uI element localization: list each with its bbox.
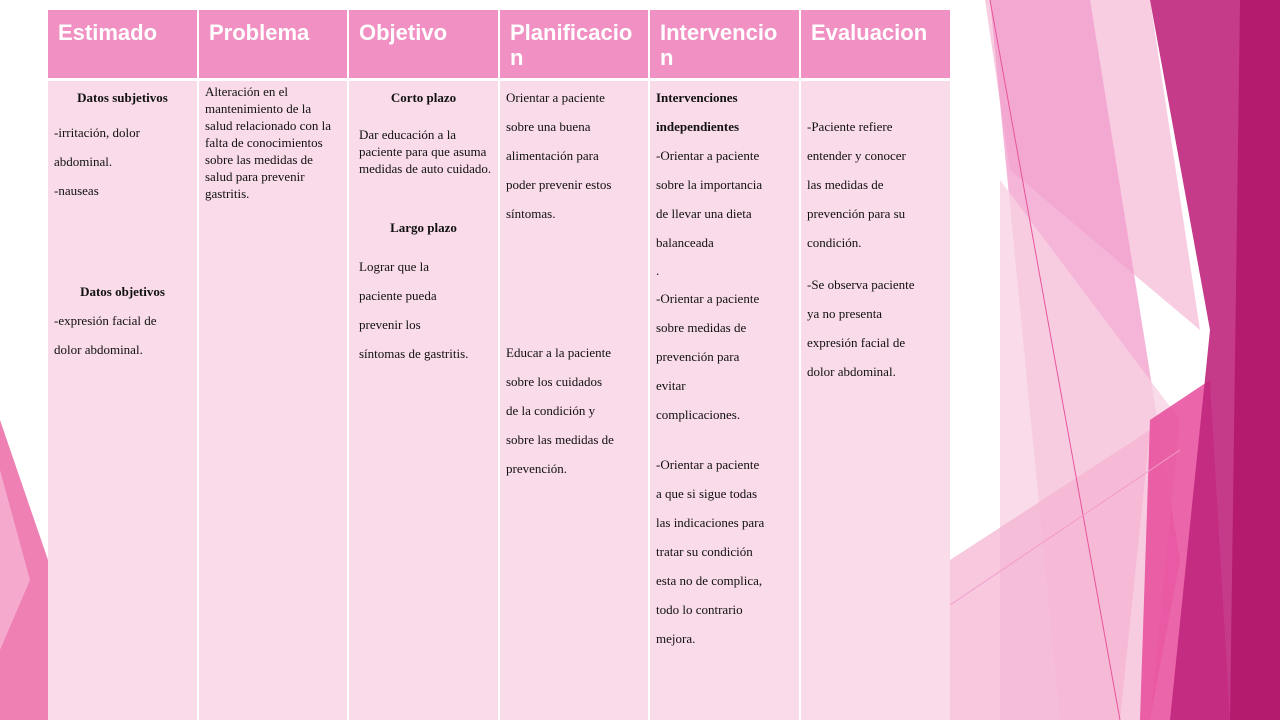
objective-data-heading: Datos objetivos <box>80 284 165 299</box>
header-objetivo: Objetivo <box>348 10 499 80</box>
evaluation-line: ya no presenta <box>807 306 883 321</box>
intervention-line: las indicaciones para <box>656 515 765 530</box>
cell-objetivo <box>348 80 499 720</box>
evaluation-line: -Se observa paciente <box>807 277 915 292</box>
header-intervencion: Intervencion <box>649 10 800 80</box>
plan-line: poder prevenir estos <box>506 177 612 192</box>
plan-line: alimentación para <box>506 148 599 163</box>
objective-line: -expresión facial de <box>54 313 157 328</box>
intervention-line: prevención para <box>656 349 740 364</box>
intervention-line: mejora. <box>656 631 696 646</box>
header-planificacion: Planificacion <box>499 10 649 80</box>
evaluation-line: dolor abdominal. <box>807 364 896 379</box>
evaluation-line: expresión facial de <box>807 335 906 350</box>
intervention-heading: independientes <box>656 119 740 134</box>
plan-line: sobre los cuidados <box>506 374 603 389</box>
objective-line: dolor abdominal. <box>54 342 143 357</box>
evaluation-line: entender y conocer <box>807 148 906 163</box>
subjective-line: abdominal. <box>54 154 113 169</box>
long-term-line: prevenir los <box>359 317 421 332</box>
plan-line: sobre una buena <box>506 119 591 134</box>
intervention-line: a que si sigue todas <box>656 486 758 501</box>
cell-planificacion <box>499 80 649 720</box>
table-header-row <box>48 10 950 80</box>
intervention-line: sobre la importancia <box>656 177 763 192</box>
plan-line: Orientar a paciente <box>506 90 605 105</box>
plan-line: síntomas. <box>506 206 556 221</box>
plan-line: prevención. <box>506 461 568 476</box>
intervention-line: -Orientar a paciente <box>656 148 760 163</box>
long-term-heading: Largo plazo <box>390 220 457 235</box>
intervention-line: . <box>656 263 660 278</box>
long-term-line: Lograr que la <box>359 259 430 274</box>
intervention-line: todo lo contrario <box>656 602 743 617</box>
intervention-line: balanceada <box>656 235 714 250</box>
intervention-line: tratar su condición <box>656 544 753 559</box>
cell-evaluacion <box>800 80 950 720</box>
subjective-data-heading: Datos subjetivos <box>77 90 168 105</box>
intervention-line: -Orientar a paciente <box>656 291 760 306</box>
intervention-line: esta no de complica, <box>656 573 763 588</box>
subjective-line: -irritación, dolor <box>54 125 140 140</box>
evaluation-line: condición. <box>807 235 862 250</box>
intervention-line: de llevar una dieta <box>656 206 752 221</box>
intervention-line: complicaciones. <box>656 407 741 422</box>
plan-line: Educar a la paciente <box>506 345 612 360</box>
evaluation-line: -Paciente refiere <box>807 119 893 134</box>
header-estimado: Estimado <box>48 10 198 80</box>
table-row <box>48 80 950 720</box>
long-term-line: paciente pueda <box>359 288 437 303</box>
intervention-line: sobre medidas de <box>656 320 747 335</box>
header-problema: Problema <box>198 10 348 80</box>
evaluation-line: las medidas de <box>807 177 884 192</box>
problem-text: Alteración en el mantenimiento de la salud relacionado con la falta de conocimientos sobre las medidas de salud para prevenir gastritis. <box>205 84 331 201</box>
intervention-line: -Orientar a paciente <box>656 457 760 472</box>
short-term-text: Dar educación a la paciente para que asuma medidas de auto cuidado. <box>359 127 492 176</box>
long-term-line: síntomas de gastritis. <box>359 346 469 361</box>
plan-line: sobre las medidas de <box>506 432 614 447</box>
cell-problema <box>198 80 348 720</box>
plan-line: de la condición y <box>506 403 596 418</box>
evaluation-line: prevención para su <box>807 206 906 221</box>
cell-estimado <box>48 80 198 720</box>
short-term-heading: Corto plazo <box>390 90 457 105</box>
cell-intervencion <box>649 80 800 720</box>
header-evaluacion: Evaluacion <box>800 10 950 80</box>
intervention-heading: Intervenciones <box>656 90 738 105</box>
subjective-line: -nauseas <box>54 183 99 198</box>
intervention-line: evitar <box>656 378 686 393</box>
care-plan-table <box>48 10 950 720</box>
